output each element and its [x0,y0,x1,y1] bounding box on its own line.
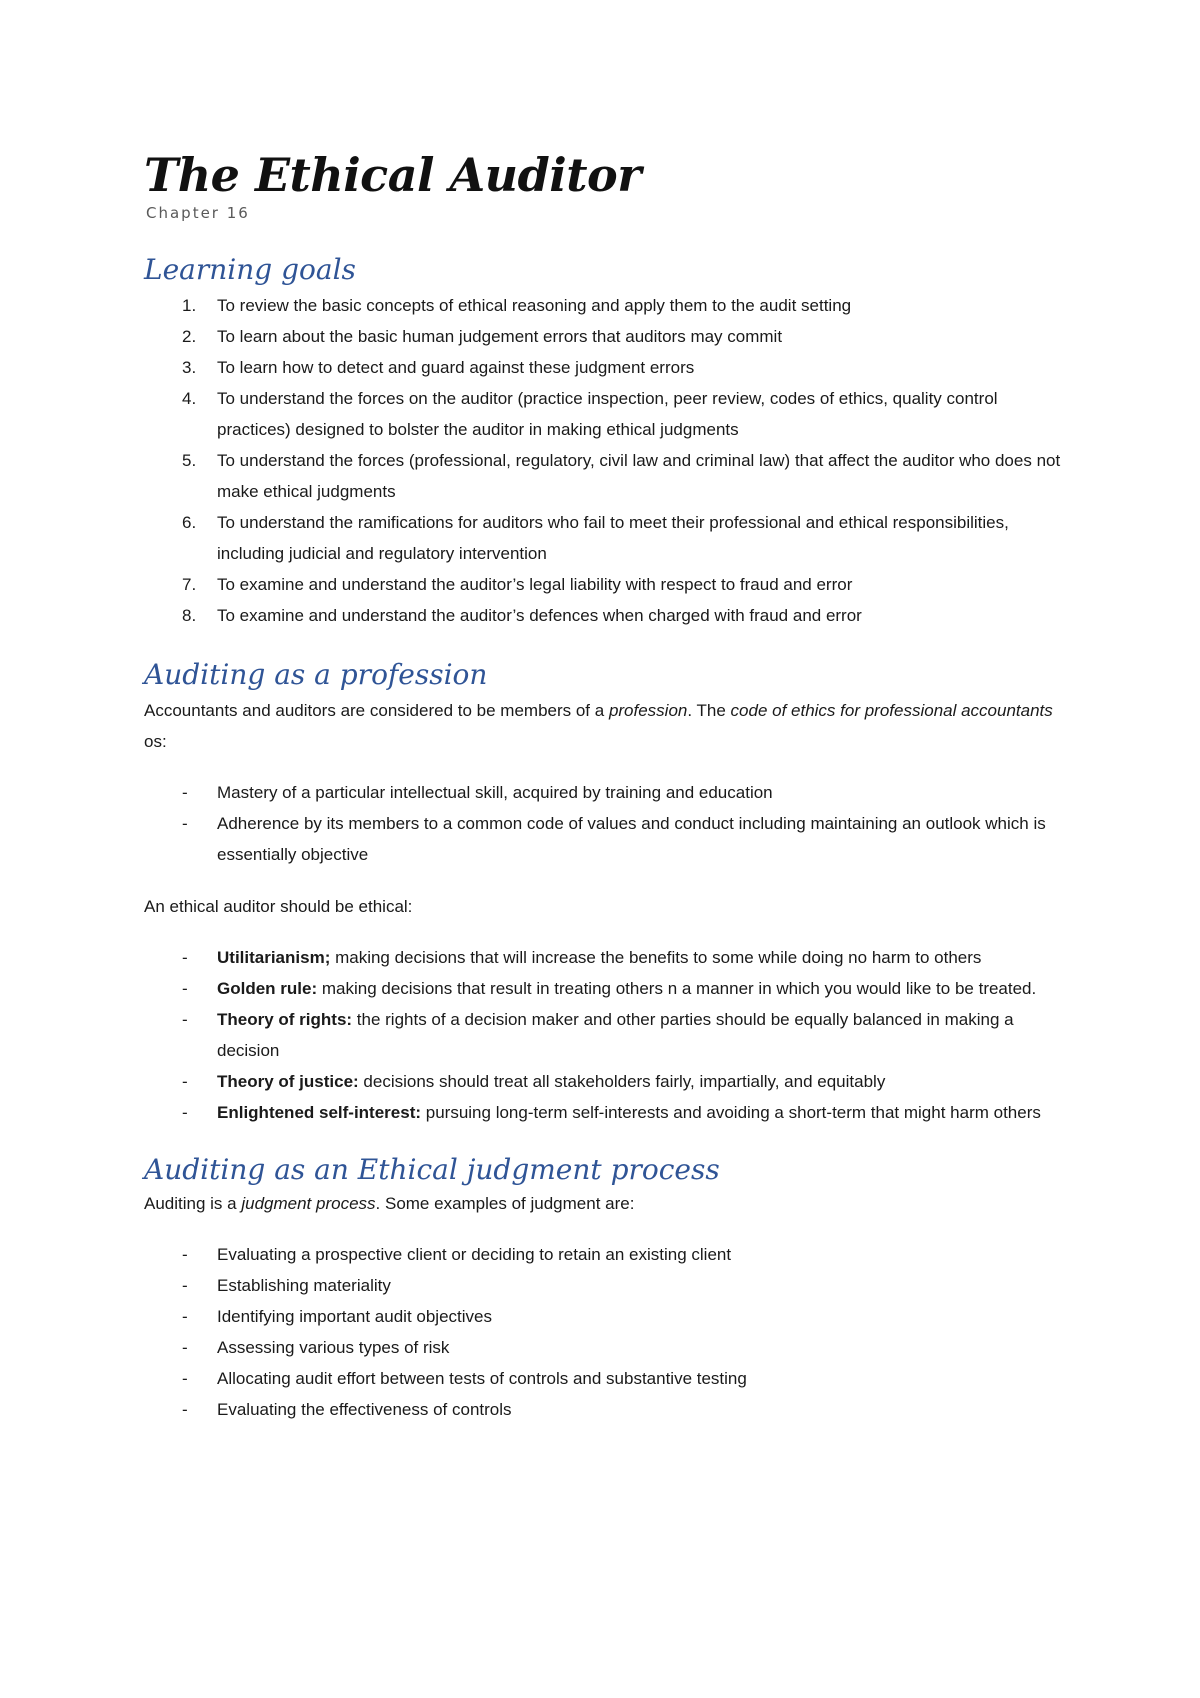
dash-marker: - [182,1072,188,1091]
list-item-text: To understand the forces (professional, regulatory, civil law and criminal law) that affect the auditor who does not make ethical judgments [217,451,1061,501]
theory-description: the rights of a decision maker and other parties should be equally balanced in making a decision [217,1010,1014,1060]
list-item-text: Identifying important audit objectives [217,1307,492,1326]
list-number: 6. [182,513,197,532]
list-item-text: To learn about the basic human judgement errors that auditors may commit [217,327,783,346]
judgment-intro-text: . Some examples of judgment are: [375,1194,635,1213]
judgment-intro-text: Auditing is a [144,1194,242,1213]
document-page [144,148,1064,1425]
list-item [144,1097,1064,1128]
theory-description: making decisions that will increase the benefits to some while doing no harm to others [330,948,982,967]
list-item-text: Allocating audit effort between tests of controls and substantive testing [217,1369,747,1388]
list-item-text: Mastery of a particular intellectual skill, acquired by training and education [217,783,773,802]
dash-marker: - [182,783,188,802]
list-item [144,321,1064,352]
theory-term: Theory of justice: [217,1072,359,1091]
list-item [144,973,1064,1004]
list-item [144,507,1064,569]
theory-description: making decisions that result in treating others n a manner in which you would like to be treated. [317,979,1037,998]
list-item [144,383,1064,445]
profession-bullet-list [144,777,1064,870]
list-number: 8. [182,606,197,625]
learning-goals-heading: Learning goals [144,253,356,286]
theory-term: Utilitarianism; [217,948,331,967]
list-item [144,777,1064,808]
list-number: 2. [182,327,197,346]
dash-marker: - [182,948,188,967]
list-item [144,352,1064,383]
list-item-text: Evaluating the effectiveness of controls [217,1400,512,1419]
document-subtitle: Chapter 16 [146,204,250,222]
theory-term: Golden rule: [217,979,318,998]
list-item [144,600,1064,631]
list-number: 1. [182,296,197,315]
list-item-text: Assessing various types of risk [217,1338,450,1357]
dash-marker: - [182,1245,188,1264]
list-item [144,1363,1064,1394]
profession-intro-text: . The [687,701,731,720]
profession-intro-text: Accountants and auditors are considered to be members of a [144,701,609,720]
list-number: 3. [182,358,197,377]
list-item-text: To learn how to detect and guard against these judgment errors [217,358,695,377]
list-item [144,1066,1064,1097]
profession-intro-italic: code of ethics for professional accountants [730,701,1053,720]
theory-description: decisions should treat all stakeholders fairly, impartially, and equitably [358,1072,886,1091]
theory-term: Theory of rights: [217,1010,353,1029]
list-item-text: Adherence by its members to a common code of values and conduct including maintaining an outlook which is essentially objective [217,814,1046,864]
dash-marker: - [182,1276,188,1295]
list-number: 5. [182,451,197,470]
dash-marker: - [182,1103,188,1122]
list-item [144,1004,1064,1066]
list-item-text: Establishing materiality [217,1276,391,1295]
list-item-text: To understand the forces on the auditor (practice inspection, peer review, codes of ethics, quality control practices) designed to bolster the auditor in making ethical judgments [217,389,998,439]
profession-heading: Auditing as a profession [144,658,488,691]
dash-marker: - [182,1400,188,1419]
list-item-text: To examine and understand the auditor’s defences when charged with fraud and error [217,606,862,625]
list-item-text: To examine and understand the auditor’s legal liability with respect to fraud and error [217,575,853,594]
judgment-examples-list [144,1239,1064,1425]
list-number: 4. [182,389,197,408]
judgment-intro-italic: judgment process [241,1194,376,1213]
profession-intro-text: os: [144,732,167,751]
list-item [144,942,1064,973]
dash-marker: - [182,979,188,998]
list-item-text: Evaluating a prospective client or deciding to retain an existing client [217,1245,732,1264]
list-item [144,1394,1064,1425]
ethical-theories-list [144,942,1064,1128]
learning-goals-list [144,290,1064,631]
dash-marker: - [182,1338,188,1357]
dash-marker: - [182,814,188,833]
list-number: 7. [182,575,197,594]
dash-marker: - [182,1010,188,1029]
dash-marker: - [182,1307,188,1326]
list-item [144,1332,1064,1363]
judgment-heading: Auditing as an Ethical judgment process [144,1153,720,1186]
list-item-text: To review the basic concepts of ethical reasoning and apply them to the audit setting [217,296,852,315]
document-title: The Ethical Auditor [144,148,641,202]
profession-intro-italic: profession [608,701,688,720]
list-item [144,1301,1064,1332]
theory-term: Enlightened self-interest: [217,1103,422,1122]
list-item [144,445,1064,507]
judgment-intro [144,1188,1064,1219]
dash-marker: - [182,1369,188,1388]
list-item [144,808,1064,870]
list-item [144,1270,1064,1301]
profession-intro [144,695,1064,757]
list-item [144,1239,1064,1270]
ethical-intro: An ethical auditor should be ethical: [144,897,413,916]
list-item [144,569,1064,600]
theory-description: pursuing long-term self-interests and avoiding a short-term that might harm others [421,1103,1041,1122]
list-item [144,290,1064,321]
list-item-text: To understand the ramifications for auditors who fail to meet their professional and ethical responsibilities, including judicial and regulatory intervention [217,513,1009,563]
